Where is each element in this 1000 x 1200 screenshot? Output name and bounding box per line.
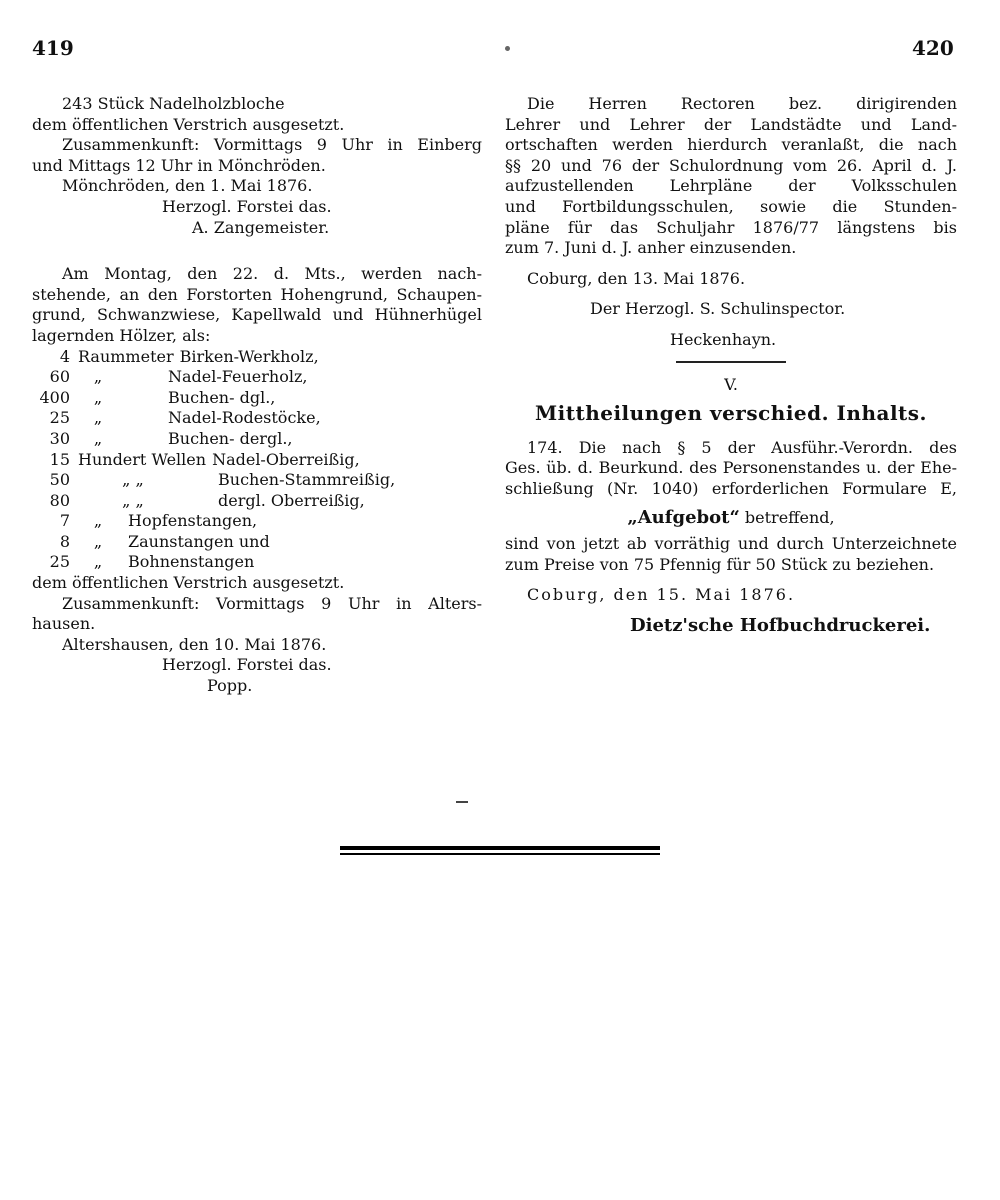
signer-name: Popp. <box>207 676 253 696</box>
list-item <box>32 491 482 512</box>
item-text: Buchen- dgl., <box>168 387 276 407</box>
item-ditto: „ <box>93 511 103 531</box>
text-line: §§ 20 und 76 der Schulordnung vom 26. April d. J. <box>505 155 957 175</box>
left-column <box>32 94 482 697</box>
notice-formulare <box>505 438 957 637</box>
item-text: Buchen-Stammreißig, <box>218 470 396 490</box>
aufgebot-title: „Aufgebot“ <box>627 506 740 528</box>
item-quantity: 15 <box>49 449 70 469</box>
list-item <box>32 470 482 491</box>
place-date: Coburg, den 15. Mai 1876. <box>527 585 796 605</box>
item-unit: Raummeter <box>78 346 174 366</box>
notice-lehrplaene <box>505 94 957 351</box>
item-text: dergl. Oberreißig, <box>218 490 365 510</box>
list-item <box>32 429 482 450</box>
item-quantity: 400 <box>39 387 70 407</box>
signer-name: Dietz'sche Hofbuchdruckerei. <box>630 615 931 636</box>
item-ditto: „ <box>93 387 103 407</box>
list-item <box>32 408 482 429</box>
list-item <box>32 552 482 573</box>
item-text: Bohnenstangen <box>128 552 255 572</box>
list-item <box>32 511 482 532</box>
list-item <box>32 450 482 471</box>
page-number-right: 420 <box>912 36 954 60</box>
text-line: Zusammenkunft: Vormittags 9 Uhr in Einberg <box>62 135 482 155</box>
text-line: zum 7. Juni d. J. anher einzusenden. <box>505 238 797 258</box>
place-date: Altershausen, den 10. Mai 1876. <box>62 634 327 654</box>
item-text: Hopfenstangen, <box>128 511 258 531</box>
list-item <box>32 367 482 388</box>
text-line: ortschaften werden hierdurch veranlaßt, die nach <box>505 135 957 155</box>
bottom-double-rule <box>340 846 660 855</box>
right-column <box>505 94 957 636</box>
text-line: stehende, an den Forstorten Hohengrund, Schaupen- <box>32 284 482 304</box>
text-line: grund, Schwanzwiese, Kapellwald und Hühnerhügel <box>32 305 482 325</box>
text-line: 243 Stück Nadelholzbloche <box>62 94 285 113</box>
item-ditto: „ <box>93 531 103 551</box>
item-quantity: 30 <box>49 428 70 448</box>
item-quantity: 60 <box>49 367 70 387</box>
item-text: Nadel-Feuerholz, <box>168 367 308 387</box>
item-quantity: 25 <box>49 408 70 428</box>
notice-nadelholz <box>32 94 482 238</box>
item-quantity: 50 <box>49 470 70 490</box>
item-ditto: „ <box>93 367 103 387</box>
item-unit: Hundert Wellen <box>78 449 207 469</box>
list-item <box>32 388 482 409</box>
signer-name: A. Zangemeister. <box>192 217 330 237</box>
office-name: Herzogl. Forstei das. <box>162 655 332 675</box>
text-line: und Fortbildungsschulen, sowie die Stunden- <box>505 196 957 216</box>
text-line: Lehrer und Lehrer der Landstädte und Land- <box>505 114 957 134</box>
section-number: V. <box>724 374 738 394</box>
text-line: Ges. üb. d. Beurkund. des Personenstandes u. der Ehe- <box>505 458 957 478</box>
text-line: aufzustellenden Lehrpläne der Volksschulen <box>505 176 957 196</box>
text-line: 174. Die nach § 5 der Ausführ.-Verordn. des <box>527 437 957 457</box>
signer-name: Heckenhayn. <box>670 329 777 349</box>
text-line: Zusammenkunft: Vormittags 9 Uhr in Alters- <box>62 593 482 613</box>
item-text: Buchen- dergl., <box>168 428 293 448</box>
page-center-dot <box>505 46 510 51</box>
text-line: schließung (Nr. 1040) erforderlichen Formulare E, <box>505 478 957 498</box>
page-number-left: 419 <box>32 36 74 60</box>
divider-mark <box>456 801 468 803</box>
item-quantity: 8 <box>59 531 70 551</box>
text-line: lagernden Hölzer, als: <box>32 325 211 345</box>
aufgebot-line <box>505 508 957 529</box>
list-item <box>32 532 482 553</box>
place-date: Coburg, den 13. Mai 1876. <box>527 268 746 288</box>
office-name: Der Herzogl. S. Schulinspector. <box>590 299 846 319</box>
item-quantity: 80 <box>49 490 70 510</box>
list-item <box>32 347 482 368</box>
item-text: Nadel-Rodestöcke, <box>168 408 321 428</box>
section-divider <box>676 361 786 363</box>
item-text: Birken-Werkholz, <box>179 346 319 366</box>
item-ditto: „ <box>93 552 103 572</box>
aufgebot-suffix: betreffend, <box>739 507 835 527</box>
item-ditto: „ „ <box>122 470 144 490</box>
text-line: Am Montag, den 22. d. Mts., werden nach- <box>62 264 482 284</box>
notice-holzverstrich <box>32 264 482 696</box>
section-heading: Mittheilungen verschied. Inhalts. <box>534 401 928 426</box>
office-name: Herzogl. Forstei das. <box>162 196 332 216</box>
item-ditto: „ „ <box>122 490 144 510</box>
text-line: sind von jetzt ab vorräthig und durch Unterzeichnete <box>505 534 957 554</box>
item-quantity: 7 <box>59 511 70 531</box>
item-quantity: 25 <box>49 552 70 572</box>
text-line: dem öffentlichen Verstrich ausgesetzt. <box>32 114 345 134</box>
wood-list <box>32 347 482 574</box>
text-line: pläne für das Schuljahr 1876/77 längstens bis <box>505 217 957 237</box>
text-line: zum Preise von 75 Pfennig für 50 Stück zu beziehen. <box>505 554 935 574</box>
text-line: dem öffentlichen Verstrich ausgesetzt. <box>32 573 345 593</box>
item-text: Zaunstangen und <box>128 531 270 551</box>
item-text: Nadel-Oberreißig, <box>212 449 360 469</box>
item-quantity: 4 <box>59 346 70 366</box>
place-date: Mönchröden, den 1. Mai 1876. <box>62 176 313 196</box>
item-ditto: „ <box>93 428 103 448</box>
item-ditto: „ <box>93 408 103 428</box>
text-line: Die Herren Rectoren bez. dirigirenden <box>527 94 957 113</box>
text-line: hausen. <box>32 614 96 634</box>
text-line: und Mittags 12 Uhr in Mönchröden. <box>32 155 326 175</box>
